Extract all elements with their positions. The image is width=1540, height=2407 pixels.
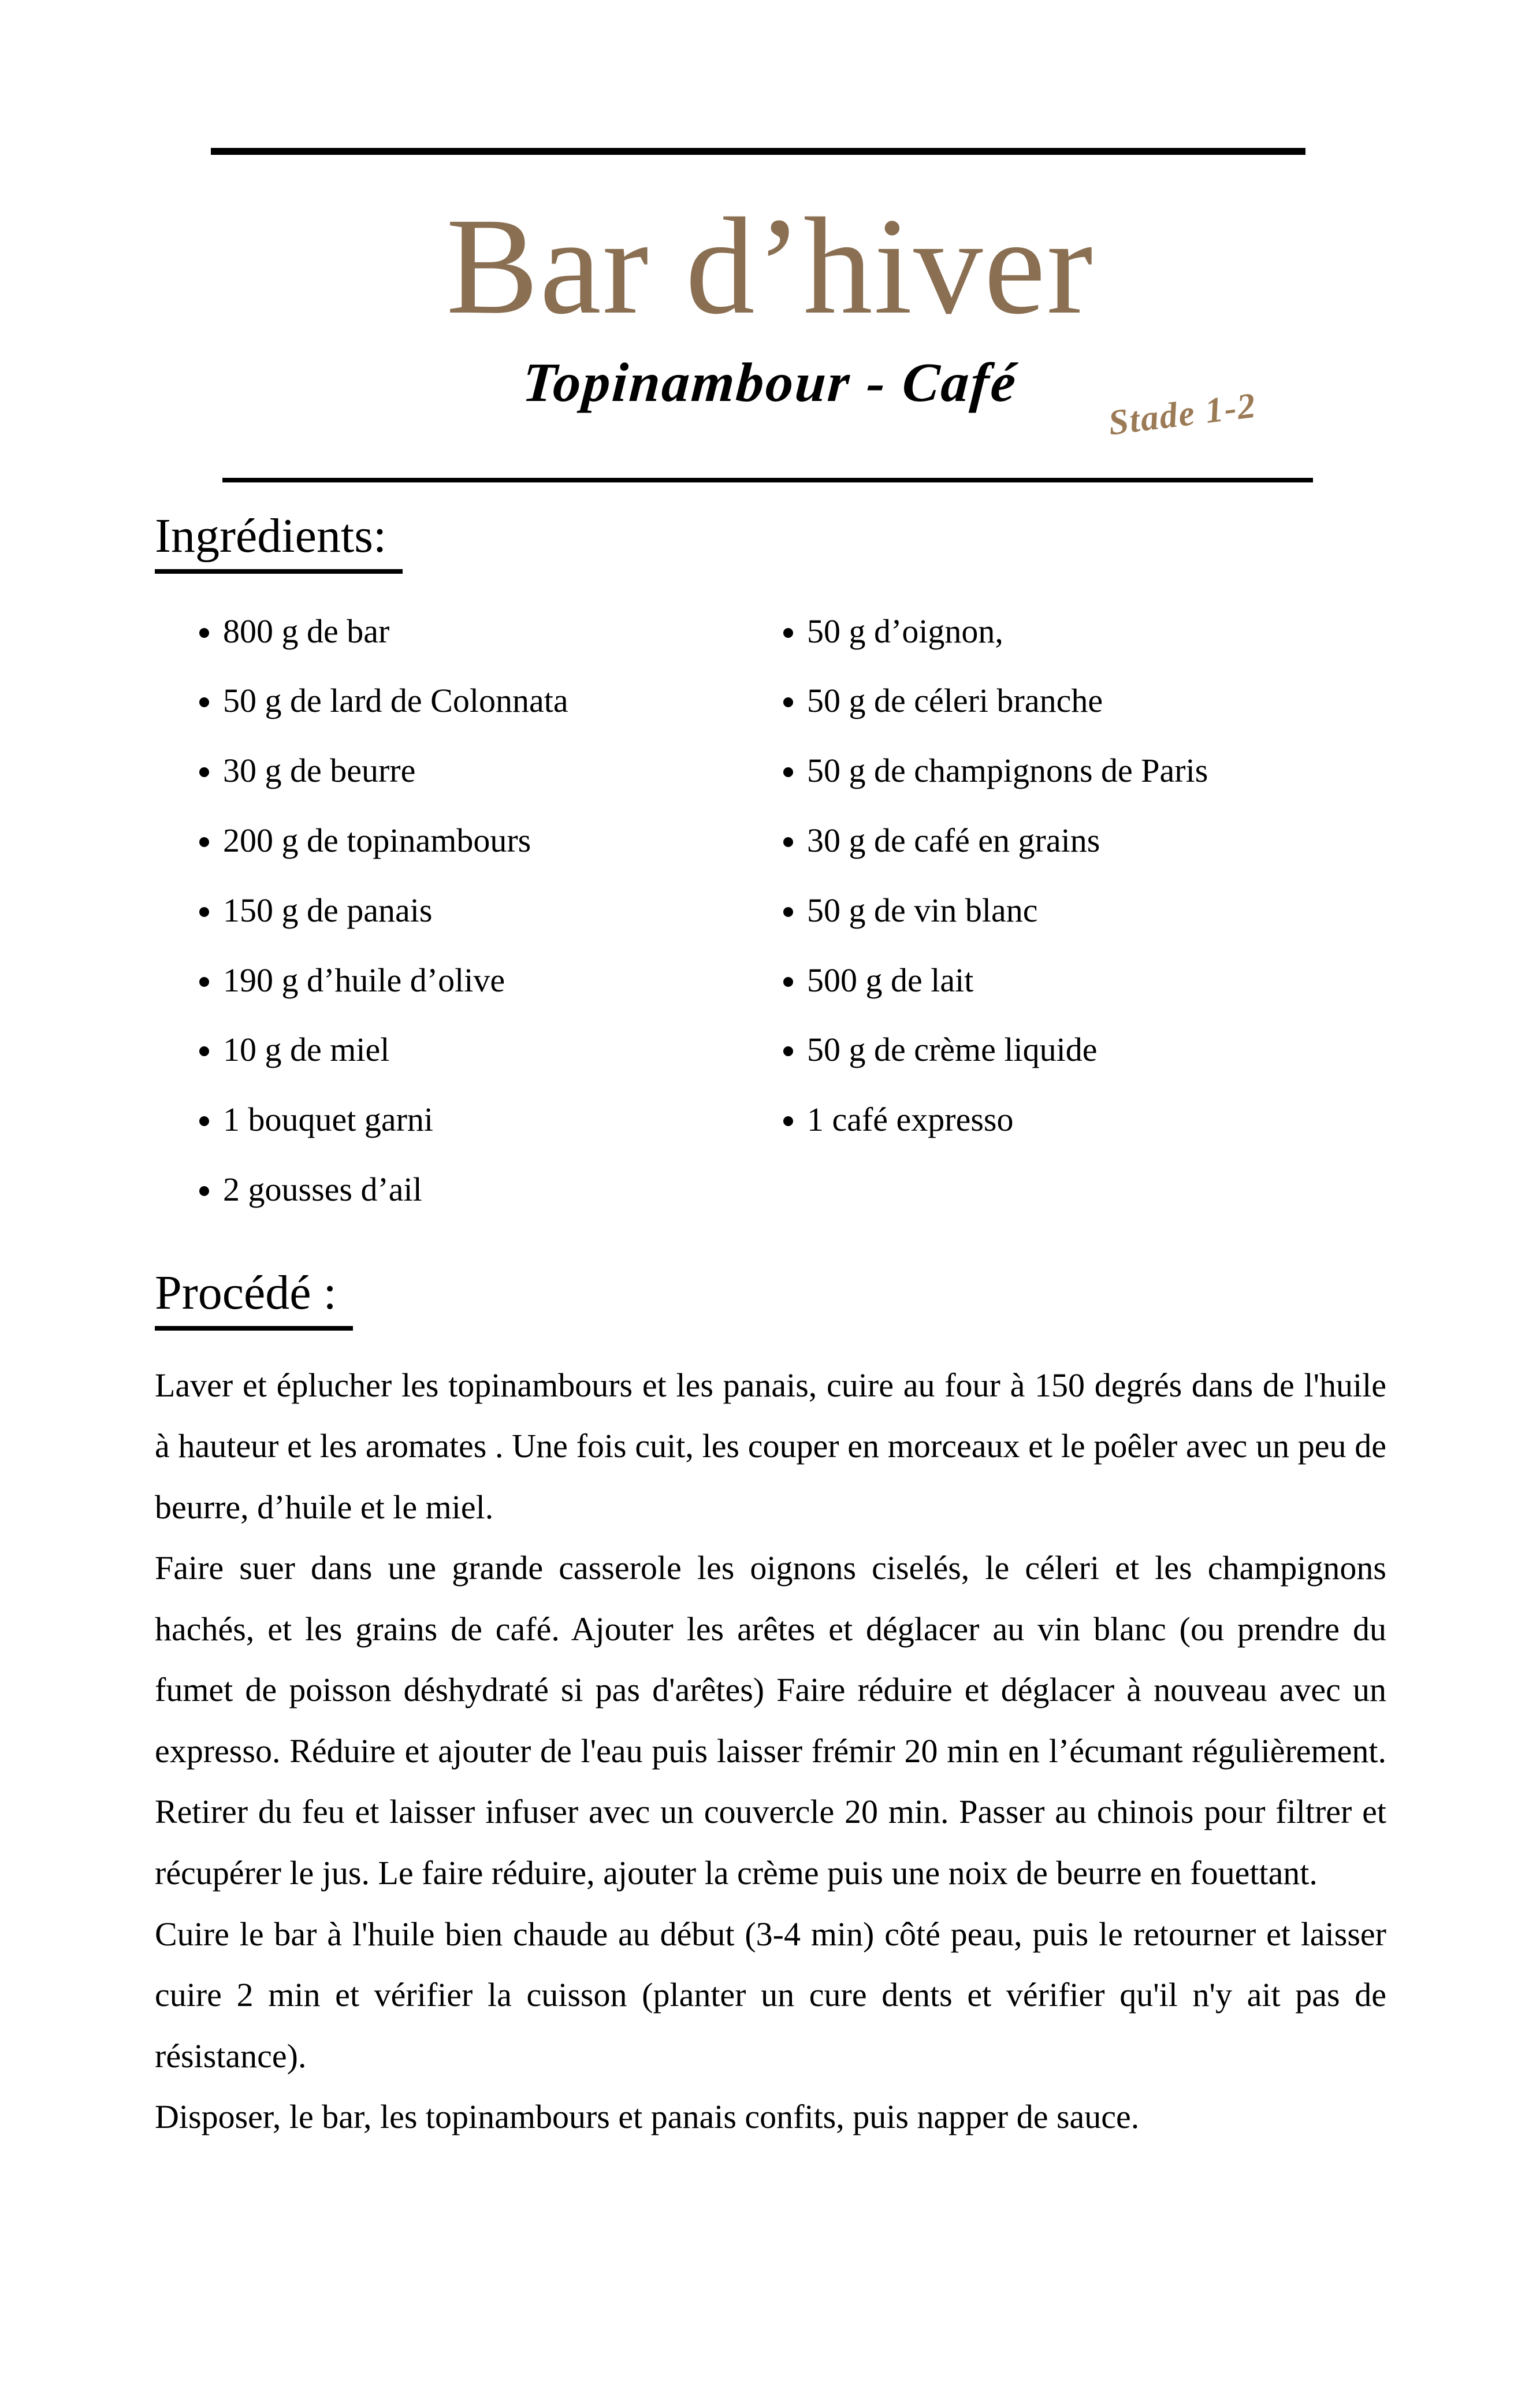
procedure-paragraph: Faire suer dans une grande casserole les oignons ciselés, le céleri et les champignons hachés, et les grains de café. Ajouter les arêtes et déglacer au vin blanc (ou prendre du fumet de poisson déshydraté si pas d'arêtes) Faire réduire et déglacer à nouveau avec un expresso. Réduire et ajouter de l'eau puis laisser frémir 20 min en l’écumant régulièrement. Retirer du feu et laisser infuser avec un couvercle 20 min. Passer au chinois pour filtrer et récupérer le jus. Le faire réduire, ajouter la crème puis une noix de beurre en fouettant. bbox=[155, 1549, 1386, 1892]
ingredient-item: • 50 g de vin blanc bbox=[807, 892, 1386, 929]
ingredients-list-left bbox=[155, 613, 770, 1241]
procedure-section bbox=[155, 1265, 1386, 2148]
procedure-paragraph: Cuire le bar à l'huile bien chaude au début (3-4 min) côté peau, puis le retourner et laisser cuire 2 min et vérifier la cuisson (planter un cure dents et vérifier qu'il n'y ait pas de résistance). bbox=[155, 1915, 1386, 2075]
ingredient-item: • 50 g de champignons de Paris bbox=[807, 752, 1386, 789]
ingredient-item: • 1 café expresso bbox=[807, 1101, 1386, 1138]
ingredient-item: • 50 g d’oignon, bbox=[807, 613, 1386, 650]
ingredient-item: • 50 g de céleri branche bbox=[807, 682, 1386, 719]
ingredients-columns bbox=[155, 613, 1386, 1241]
ingredients-list-right bbox=[770, 613, 1386, 1241]
ingredient-item: • 30 g de beurre bbox=[223, 752, 770, 789]
procedure-paragraph: Laver et éplucher les topinambours et les panais, cuire au four à 150 degrés dans de l'huile à hauteur et les aromates . Une fois cuit, les couper en morceaux et le poêler avec un peu de beurre, d’huile et le miel. bbox=[155, 1366, 1386, 1526]
ingredients-section bbox=[155, 508, 1386, 1241]
ingredient-item: • 800 g de bar bbox=[223, 613, 770, 650]
ingredient-item: • 190 g d’huile d’olive bbox=[223, 962, 770, 999]
procedure-heading: Procédé : bbox=[155, 1265, 353, 1331]
stage-annotation: Stade 1-2 bbox=[1106, 385, 1259, 443]
procedure-body bbox=[155, 1355, 1386, 2148]
ingredient-item: • 50 g de lard de Colonnata bbox=[223, 682, 770, 719]
ingredient-item: • 30 g de café en grains bbox=[807, 822, 1386, 859]
ingredient-item: • 150 g de panais bbox=[223, 892, 770, 929]
ingredient-item: • 500 g de lait bbox=[807, 962, 1386, 999]
ingredient-item: • 1 bouquet garni bbox=[223, 1101, 770, 1138]
header-rule-bottom bbox=[222, 478, 1313, 482]
ingredients-heading: Ingrédients: bbox=[155, 508, 403, 574]
header-rule-top bbox=[211, 148, 1305, 155]
ingredient-item: • 10 g de miel bbox=[223, 1031, 770, 1068]
ingredient-item: • 2 gousses d’ail bbox=[223, 1171, 770, 1208]
recipe-title: Bar d’hiver bbox=[446, 189, 1094, 343]
procedure-paragraph: Disposer, le bar, les topinambours et panais confits, puis napper de sauce. bbox=[155, 2098, 1140, 2136]
recipe-subtitle: Topinambour - Café bbox=[520, 351, 1020, 413]
ingredient-item: • 50 g de crème liquide bbox=[807, 1031, 1386, 1068]
ingredient-item: • 200 g de topinambours bbox=[223, 822, 770, 859]
